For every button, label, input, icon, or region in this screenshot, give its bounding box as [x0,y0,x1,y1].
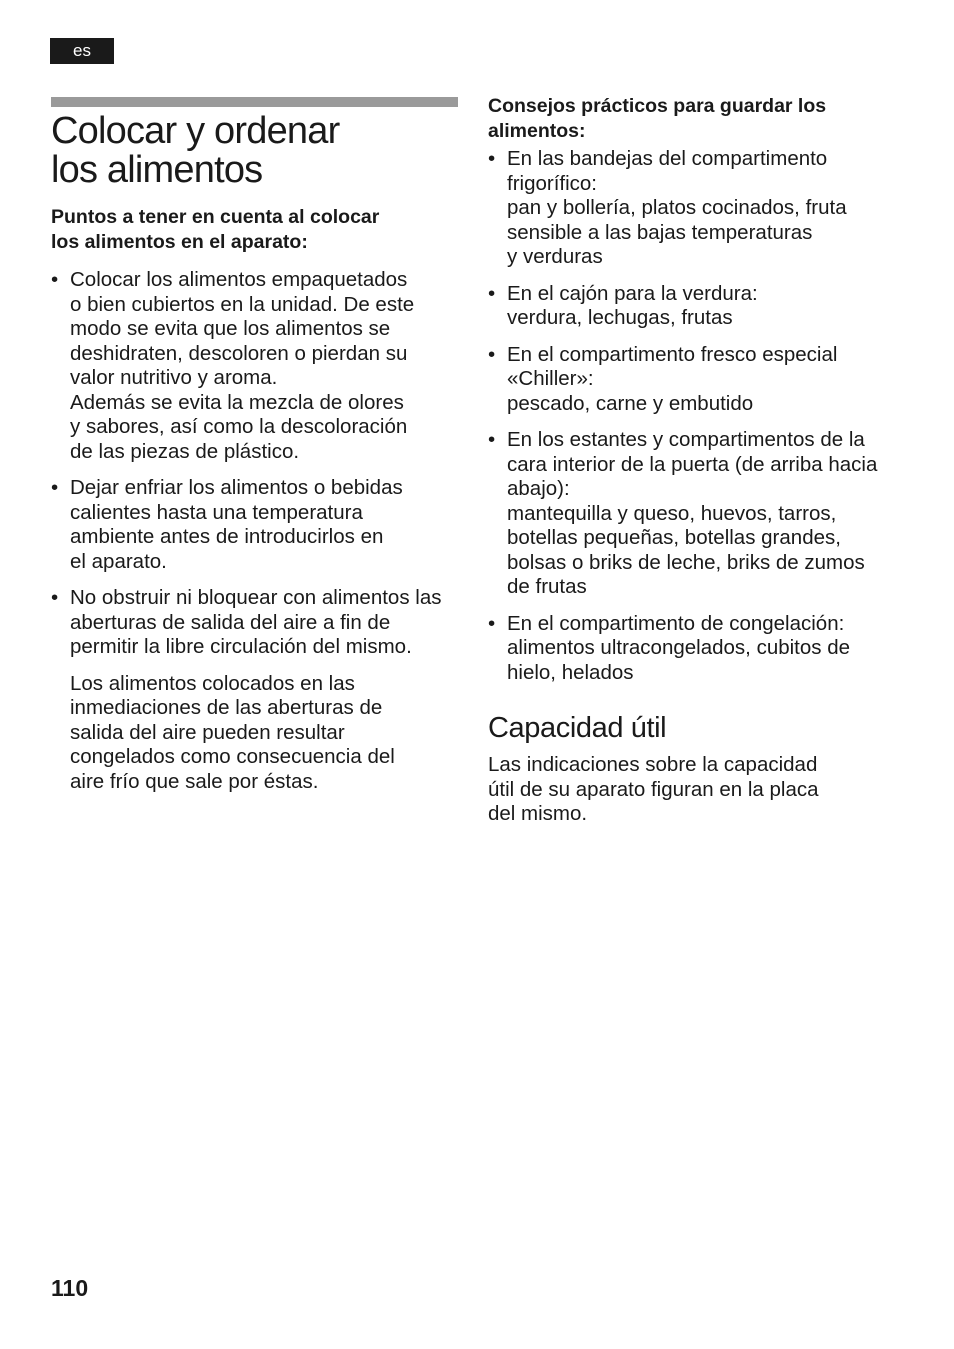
text-line: • En el cajón para la verdura: [507,281,758,305]
list-item [488,612,908,686]
text-line: Además se evita la mezcla de olores [70,390,404,414]
text-line: y verduras [507,245,603,268]
subheading-line: alimentos: [488,119,586,142]
text-line: Los alimentos colocados en las [70,671,355,695]
text-line: aire frío que sale por éstas. [70,769,319,793]
text-line: • En las bandejas del compartimento [507,147,828,170]
text-line: pescado, carne y embutido [507,391,754,415]
subheading-line: Consejos prácticos para guardar los [488,95,827,117]
title-line: los alimentos [51,149,263,191]
text-line: • En el compartimento fresco especial [507,342,838,366]
language-tag: es [50,38,114,64]
section-title: Capacidad útil [488,712,667,744]
text-line: congelados como consecuencia del [70,745,395,768]
text-line: salida del aire pueden resultar [70,720,345,744]
text-line: Las indicaciones sobre la capacidad [488,753,818,776]
text-line: permitir la libre circulación del mismo. [70,635,412,658]
list-item [51,268,476,464]
text-line: • En el compartimento de congelación: [507,611,845,635]
text-line: «Chiller»: [507,367,594,390]
text-line: • Dejar enfriar los alimentos o bebidas [70,476,403,499]
right-subheading [488,94,908,143]
text-line: sensible a las bajas temperaturas [507,220,813,244]
right-column [488,94,908,827]
text-line: alimentos ultracongelados, cubitos de [507,636,851,659]
text-line: abajo): [507,477,570,500]
text-line: calientes hasta una temperatura [70,500,363,524]
text-line: modo se evita que los alimentos se [70,317,391,340]
left-subheading [51,205,476,254]
list-item [51,586,476,660]
text-line: frigorífico: [507,171,597,195]
text-line: botellas pequeñas, botellas grandes, [507,526,841,549]
text-line: • En los estantes y compartimentos de la [507,428,865,451]
text-line: el aparato. [70,549,167,573]
right-bullet-list [488,147,908,685]
list-item [488,428,908,600]
text-line: del mismo. [488,802,588,825]
text-line: hielo, helados [507,660,634,684]
note-paragraph [51,672,476,795]
text-line: ambiente antes de introducirlos en [70,525,384,548]
section-divider-bar [51,97,458,107]
list-item [488,282,908,331]
subheading-line: Puntos a tener en cuenta al colocar [51,206,380,228]
page-title [51,112,476,190]
left-bullet-list [51,268,476,660]
text-line: • No obstruir ni bloquear con alimentos las [70,586,442,609]
text-line: mantequilla y queso, huevos, tarros, [507,501,837,525]
text-line: útil de su aparato figuran en la placa [488,777,819,801]
text-line: deshidraten, descoloren o pierdan su [70,341,408,365]
text-line: • Colocar los alimentos empaquetados [70,268,408,291]
text-line: cara interior de la puerta (de arriba hacia [507,452,878,476]
text-line: verdura, lechugas, frutas [507,306,733,329]
list-item [51,476,476,574]
left-column [51,112,476,794]
title-line: Colocar y ordenar [51,110,340,152]
list-item [488,343,908,417]
page-number: 110 [51,1275,89,1301]
section-paragraph [488,753,908,827]
text-line: aberturas de salida del aire a fin de [70,610,391,634]
text-line: pan y bollería, platos cocinados, fruta [507,196,847,219]
text-line: inmediaciones de las aberturas de [70,696,383,719]
text-line: de las piezas de plástico. [70,439,300,463]
text-line: de frutas [507,575,587,598]
text-line: y sabores, así como la descoloración [70,415,408,438]
list-item [488,147,908,270]
text-line: valor nutritivo y aroma. [70,366,278,389]
subheading-line: los alimentos en el aparato: [51,230,308,253]
text-line: bolsas o briks de leche, briks de zumos [507,550,865,574]
text-line: o bien cubiertos en la unidad. De este [70,292,415,316]
